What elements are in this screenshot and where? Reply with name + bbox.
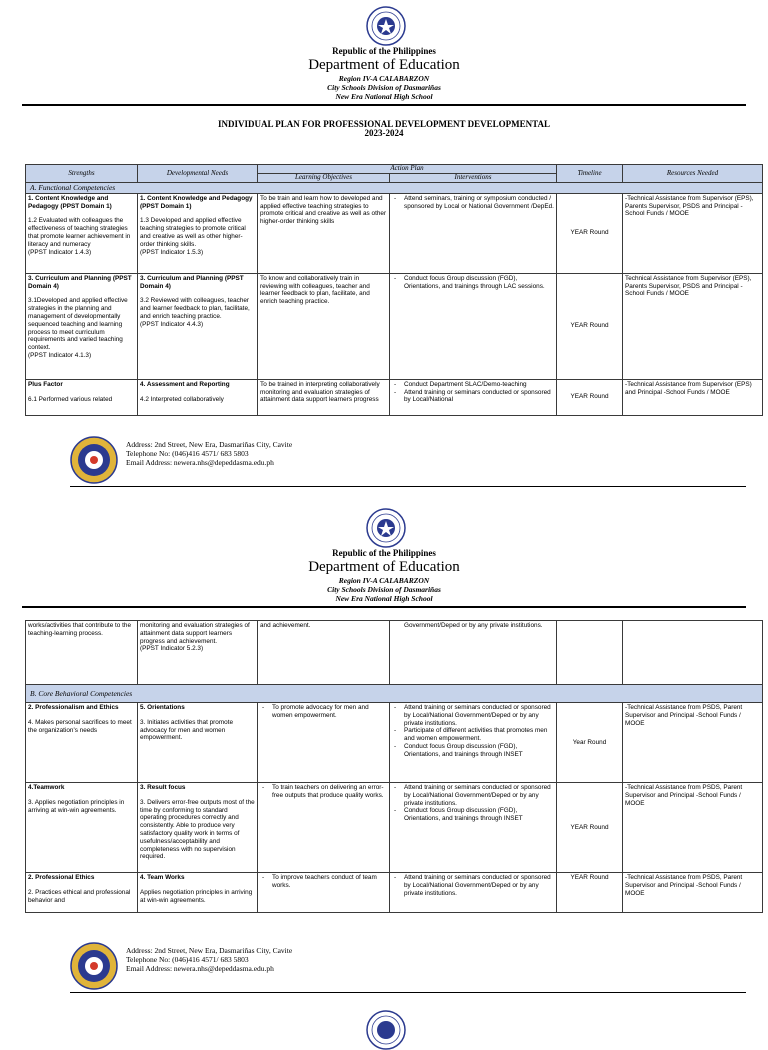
strength-title: Plus Factor — [28, 380, 63, 388]
timeline-cell: YEAR Round — [557, 783, 623, 873]
need-body: 3. Initiates activities that promote advocacy for men and women empowerment. — [140, 718, 234, 742]
section-functional-competencies: A. Functional Competencies — [26, 183, 763, 194]
strength-cell — [26, 873, 138, 913]
plan-title: INDIVIDUAL PLAN FOR PROFESSIONAL DEVELOPMENT DEVELOPMENTAL — [218, 119, 550, 129]
header-interventions: Interventions — [390, 174, 557, 183]
need-body: Applies negotiation principles in arriving at win-win agreements. — [140, 888, 253, 904]
interventions-cell — [390, 783, 557, 873]
need-cell — [138, 621, 258, 685]
department-title: Department of Education — [308, 559, 460, 575]
need-title: 4. Assessment and Reporting — [140, 380, 230, 388]
strength-title: 4.Teamwork — [28, 784, 65, 791]
deped-seal-icon — [366, 1010, 406, 1050]
strength-body: 2. Practices ethical and professional behavior and — [28, 888, 131, 904]
resources-cell: Technical Assistance from Supervisor (EPS), Parents Supervisor, PSDS and Principal -School Funds / MOOE — [623, 273, 763, 379]
strength-body: 3. Applies negotiation principles in arriving at win-win agreements. — [28, 798, 125, 814]
objective-cell: and achievement. — [258, 621, 390, 685]
need-cell — [138, 783, 258, 873]
table-row — [26, 873, 763, 913]
interventions-cell — [390, 273, 557, 379]
interventions-cell — [390, 621, 557, 685]
footer-email: Email Address: newera.nhs@depeddasma.edu.ph — [126, 964, 274, 973]
intervention-item: - Conduct focus Group discussion (FGD), Orientations, and trainings through INSET — [404, 807, 554, 823]
need-body: 3. Delivers error-free outputs most of the time by conforming to standard operating procedures correctly and consistently. Able to produce very satisfactory quality work in terms of usefulness/acceptability and completeness with no supervision required. — [140, 798, 255, 861]
need-body: 1.3 Developed and applied effective teaching strategies to promote critical and creative as well as other higher-order thinking skills. — [140, 217, 246, 248]
footer-telephone: Telephone No: (046)416 4571/ 683 5803 — [126, 449, 249, 458]
header-strengths: Strengths — [26, 165, 138, 183]
need-body: 3.2 Reviewed with colleagues, teacher and learner feedback to plan, facilitate, and enrich teaching practice. — [140, 297, 250, 320]
intervention-item: - Attend training or seminars conducted or sponsored by Local/National Government/Deped or by any private institutions. — [404, 784, 554, 807]
objective-cell — [258, 703, 390, 783]
strength-cell — [26, 379, 138, 415]
intervention-item: - Attend training or seminars conducted or sponsored by Local/National Government/Deped or by any private institutions. — [404, 704, 554, 727]
resources-cell: -Technical Assistance from PSDS, Parent Supervisor and Principal -School Funds / MOOE — [623, 703, 763, 783]
need-title: 5. Orientations — [140, 704, 185, 711]
intervention-item: - Conduct focus Group discussion (FGD), Orientations, and trainings through INSET — [404, 743, 554, 759]
header-timeline: Timeline — [557, 165, 623, 183]
interventions-cell — [390, 379, 557, 415]
timeline-cell: YEAR Round — [557, 873, 623, 913]
need-cell — [138, 193, 258, 273]
strength-body: 1.2 Evaluated with colleagues the effectiveness of teaching strategies that promote learner achievement in literacy and numeracy — [28, 217, 131, 248]
strength-body: 6.1 Performed various related — [28, 395, 113, 403]
intervention-item: Government/Deped or by any private institutions. — [404, 622, 543, 629]
header-action-plan: Action Plan — [258, 165, 557, 174]
strength-indicator: (PPST Indicator 1.4.3) — [28, 248, 92, 256]
plan-table-continued — [25, 620, 763, 913]
header-rule — [22, 606, 746, 608]
plan-table — [25, 164, 763, 416]
section-core-behavioral-competencies: B. Core Behavioral Competencies — [26, 685, 763, 703]
need-title: 1. Content Knowledge and Pedagogy (PPST Domain 1) — [140, 194, 253, 210]
objective-cell — [258, 783, 390, 873]
division-label: City Schools Division of Dasmariñas — [327, 83, 441, 92]
table-row — [26, 703, 763, 783]
header-resources: Resources Needed — [623, 165, 763, 183]
region-label: Region IV-A CALABARZON — [338, 576, 430, 585]
resources-cell: -Technical Assistance from Supervisor (EPS) and Principal -School Funds / MOOE — [623, 379, 763, 415]
strength-cell — [26, 703, 138, 783]
strength-title: 3. Curriculum and Planning (PPST Domain 4) — [28, 274, 132, 290]
republic-label: Republic of the Philippines — [332, 548, 436, 558]
table-row — [26, 379, 763, 415]
table-row — [26, 783, 763, 873]
school-label: New Era National High School — [335, 92, 433, 101]
strength-title: 1. Content Knowledge and Pedagogy (PPST Domain 1) — [28, 194, 112, 210]
strength-cell — [26, 193, 138, 273]
objective-cell: To know and collaboratively train in reviewing with colleagues, teacher and learner feedback to plan, facilitate, and enrich teaching practice. — [258, 273, 390, 379]
timeline-cell: Year Round — [557, 703, 623, 783]
header-learning-objectives: Learning Objectives — [258, 174, 390, 183]
objective-item: - To promote advocacy for men and women empowerment. — [272, 704, 387, 720]
table-row — [26, 273, 763, 379]
strength-cell: works/activities that contribute to the teaching-learning process. — [26, 621, 138, 685]
timeline-cell: YEAR Round — [557, 379, 623, 415]
intervention-item: - Conduct focus Group discussion (FGD), Orientations, and trainings through LAC sessions. — [404, 275, 554, 291]
strength-cell — [26, 783, 138, 873]
strength-title: 2. Professional Ethics — [28, 874, 95, 881]
need-cell — [138, 379, 258, 415]
deped-seal-icon — [366, 508, 406, 548]
need-indicator: (PPST Indicator 5.2.3) — [140, 645, 204, 653]
resources-cell: -Technical Assistance from PSDS, Parent Supervisor and Principal -School Funds / MOOE — [623, 873, 763, 913]
intervention-item: - Conduct Department SLAC/Demo-teaching — [404, 381, 554, 389]
strength-title: 2. Professionalism and Ethics — [28, 704, 119, 711]
footer-address: Address: 2nd Street, New Era, Dasmariñas City, Cavite — [126, 946, 293, 955]
objective-cell — [258, 873, 390, 913]
interventions-cell — [390, 703, 557, 783]
need-cell — [138, 703, 258, 783]
intervention-item: - Participate of different activities that promotes men and women empowerment. — [404, 727, 554, 743]
plan-year: 2023-2024 — [364, 128, 404, 138]
need-title: 4. Team Works — [140, 874, 185, 881]
table-row — [26, 193, 763, 273]
header-developmental-needs: Developmental Needs — [138, 165, 258, 183]
need-body: monitoring and evaluation strategies of attainment data support learners progress and achievement. — [140, 622, 250, 645]
objective-item: - To train teachers on delivering an error-free outputs that produce quality works. — [272, 784, 387, 800]
footer-email: Email Address: newera.nhs@depeddasma.edu.ph — [126, 458, 274, 467]
objective-cell: To be trained in interpreting collaboratively monitoring and evaluation strategies of attainment data support learners progress — [258, 379, 390, 415]
strength-cell — [26, 273, 138, 379]
republic-label: Republic of the Philippines — [332, 46, 436, 56]
strength-indicator: (PPST Indicator 4.1.3) — [28, 351, 92, 359]
interventions-cell — [390, 193, 557, 273]
school-label: New Era National High School — [335, 594, 433, 603]
objective-item: - To improve teachers conduct of team works. — [272, 874, 387, 890]
footer-address: Address: 2nd Street, New Era, Dasmariñas City, Cavite — [126, 440, 293, 449]
footer-telephone: Telephone No: (046)416 4571/ 683 5803 — [126, 955, 249, 964]
intervention-item: - Attend seminars, training or symposium conducted / sponsored by Local or National Government /DepEd. — [404, 195, 554, 211]
intervention-item: - Attend training or seminars conducted or sponsored by Local/National — [404, 389, 554, 405]
department-title: Department of Education — [308, 57, 460, 73]
need-cell — [138, 273, 258, 379]
resources-cell — [623, 621, 763, 685]
table-row — [26, 621, 763, 685]
need-title: 3. Curriculum and Planning (PPST Domain 4) — [140, 274, 244, 290]
need-body: 4.2 Interpreted collaboratively — [140, 395, 224, 403]
intervention-item: - Attend training or seminars conducted or sponsored by Local/National Government/Deped or by any private institutions. — [404, 874, 554, 897]
region-label: Region IV-A CALABARZON — [338, 74, 430, 83]
need-indicator: (PPST Indicator 1.5.3) — [140, 248, 204, 256]
resources-cell: -Technical Assistance from PSDS, Parent Supervisor and Principal -School Funds / MOOE — [623, 783, 763, 873]
school-seal-icon — [70, 942, 118, 990]
strength-body: 4. Makes personal sacrifices to meet the organization's needs — [28, 718, 132, 734]
timeline-cell: YEAR Round — [557, 273, 623, 379]
objective-cell: To be train and learn how to developed and applied effective teaching strategies to promote critical and creative as well as other higher-order thinking skills — [258, 193, 390, 273]
division-label: City Schools Division of Dasmariñas — [327, 585, 441, 594]
resources-cell: -Technical Assistance from Supervisor (EPS), Parents Supervisor, PSDS and Principal -School Funds / MOOE — [623, 193, 763, 273]
timeline-cell — [557, 621, 623, 685]
header-rule — [22, 104, 746, 106]
need-indicator: (PPST Indicator 4.4.3) — [140, 320, 204, 328]
timeline-cell: YEAR Round — [557, 193, 623, 273]
need-cell — [138, 873, 258, 913]
need-title: 3. Result focus — [140, 784, 186, 791]
interventions-cell — [390, 873, 557, 913]
school-seal-icon — [70, 436, 118, 484]
deped-seal-icon — [366, 6, 406, 46]
strength-body: 3.1Developed and applied effective strategies in the planning and management of developmentally sequenced teaching and learning process to meet curriculum requirements and varied teaching context. — [28, 297, 128, 352]
